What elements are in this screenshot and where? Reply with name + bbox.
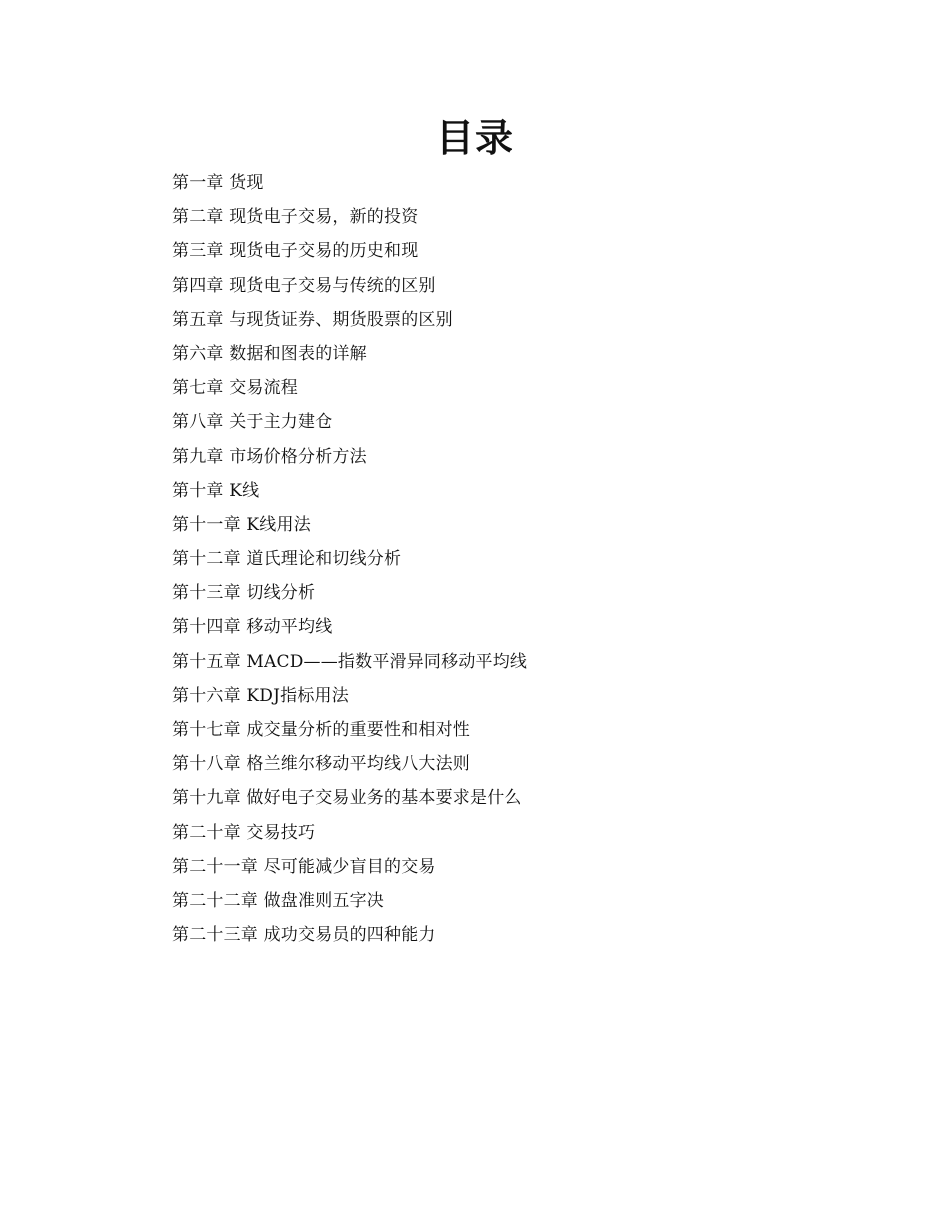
- toc-entry: 第四章 现货电子交易与传统的区别: [172, 275, 436, 296]
- toc-entry: 第九章 市场价格分析方法: [172, 446, 367, 467]
- toc-entry: 第十一章 K线用法: [172, 514, 311, 535]
- toc-entry: 第七章 交易流程: [172, 378, 299, 399]
- toc-entry: 第二章 现货电子交易，新的投资: [172, 207, 419, 228]
- toc-entry: 第三章 现货电子交易的历史和现: [172, 241, 419, 262]
- page-title: 目录: [435, 116, 514, 160]
- toc-entry: 第十六章 KDJ指标用法: [172, 685, 349, 706]
- toc-entry: 第十三章 切线分析: [172, 583, 316, 604]
- toc-entry: 第二十一章 尽可能减少盲目的交易: [172, 856, 436, 877]
- toc-entry: 第六章 数据和图表的详解: [172, 343, 367, 364]
- toc-entry: 第十七章 成交量分析的重要性和相对性: [172, 720, 471, 740]
- toc-entry: 第十五章 MACD——指数平滑异同移动平均线: [172, 651, 528, 672]
- toc-entry: 第十四章 移动平均线: [172, 617, 333, 638]
- toc-entry: 第十九章 做好电子交易业务的基本要求是什么: [172, 788, 522, 809]
- toc-entry: 第五章 与现货证券、期货股票的区别: [172, 309, 453, 330]
- toc-entry: 第八章 关于主力建仓: [172, 412, 333, 433]
- toc-entry: 第一章 货现: [172, 173, 264, 193]
- toc-entry: 第二十二章 做盘准则五字决: [172, 890, 385, 911]
- toc-entry: 第二十三章 成功交易员的四种能力: [172, 925, 436, 946]
- toc-entry: 第二十章 交易技巧: [172, 822, 316, 843]
- toc-entry: 第十二章 道氏理论和切线分析: [172, 549, 402, 570]
- toc-entry: 第十章 K线: [172, 480, 260, 501]
- table-of-contents: [172, 171, 792, 957]
- toc-entry: 第十八章 格兰维尔移动平均线八大法则: [172, 754, 471, 775]
